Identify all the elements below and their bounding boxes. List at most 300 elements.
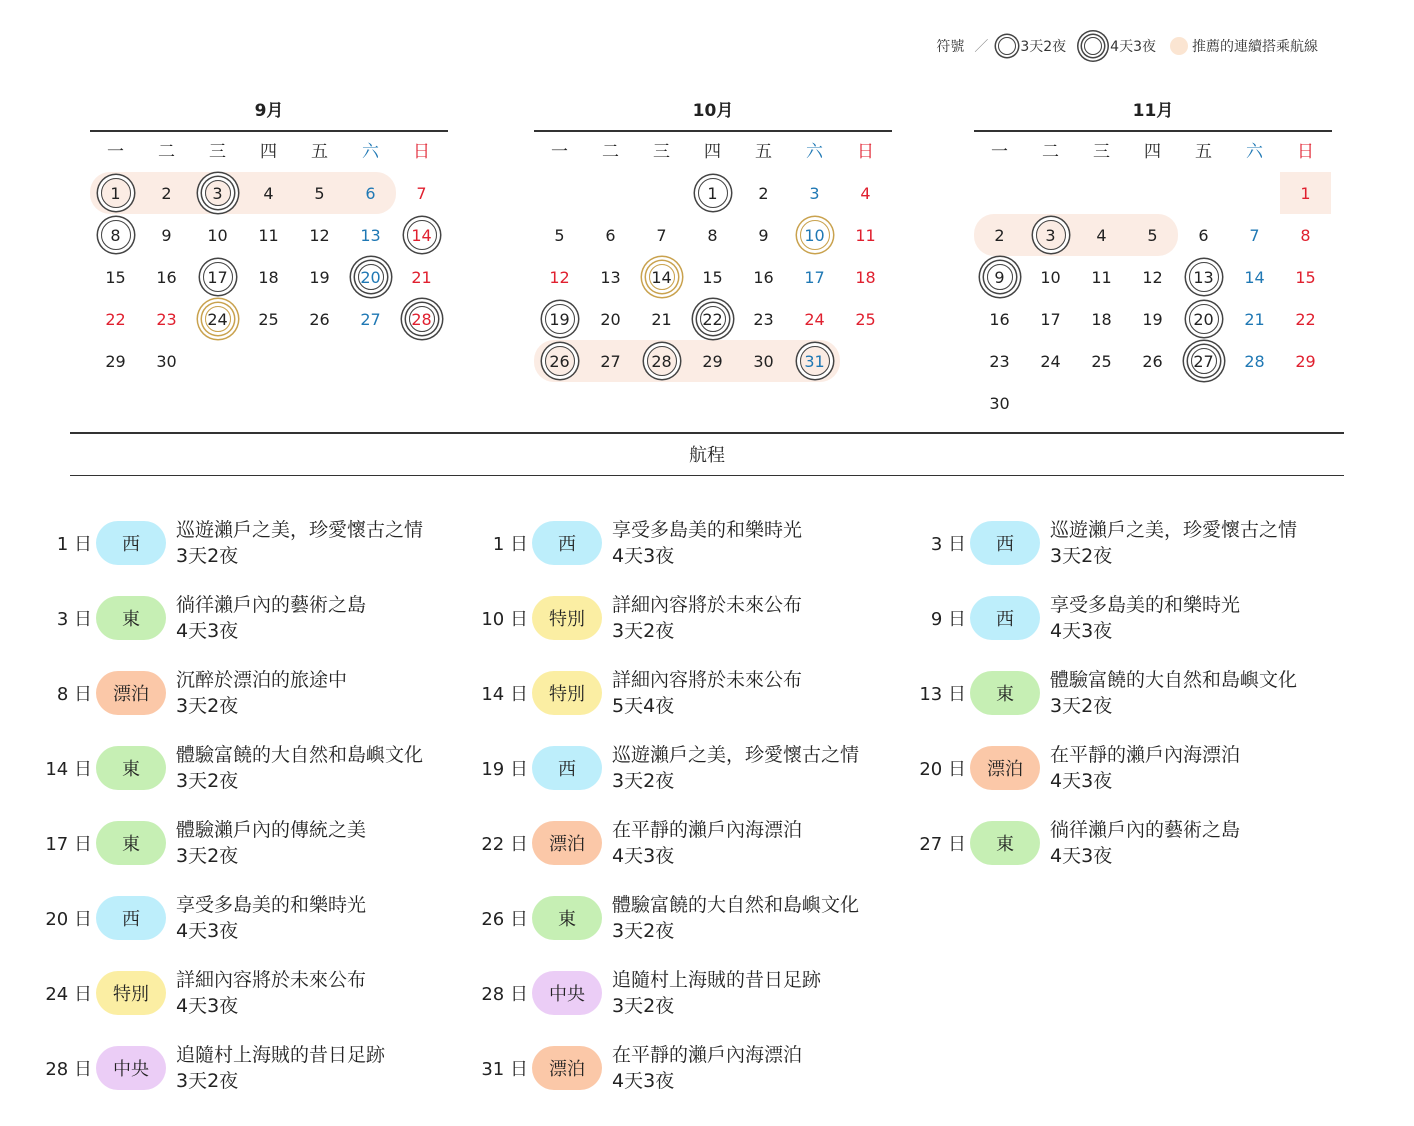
- date-number: 19: [309, 267, 330, 287]
- date-number: 22: [105, 309, 126, 329]
- itinerary-item[interactable]: [476, 1030, 896, 1105]
- route-tag: 西: [96, 896, 166, 940]
- sailing-date[interactable]: 28: [409, 306, 435, 332]
- itinerary-day: 17 日: [45, 833, 92, 855]
- sailing-date[interactable]: 3: [1036, 220, 1066, 250]
- day-cell: [1280, 214, 1331, 256]
- itinerary-text: [176, 967, 366, 1019]
- date-number: 26: [309, 309, 330, 329]
- day-cell: [294, 214, 345, 256]
- route-tag: 中央: [96, 1046, 166, 1090]
- day-cell: [243, 214, 294, 256]
- day-cell: [789, 172, 840, 214]
- day-cell: [192, 256, 243, 298]
- empty-cell: [1229, 172, 1280, 214]
- triple-ring-icon: [1084, 37, 1102, 55]
- weekday-header: 六: [1246, 142, 1263, 162]
- date-number: 11: [1091, 267, 1112, 287]
- date-number: 5: [314, 183, 325, 203]
- date-number: 20: [600, 309, 621, 329]
- itinerary-text: [612, 742, 859, 794]
- calendar-september: [90, 98, 448, 382]
- weekday-header: 六: [806, 142, 823, 162]
- legend-4d3n: [1080, 36, 1156, 56]
- day-cell: [1025, 298, 1076, 340]
- date-number: 8: [1300, 225, 1311, 245]
- day-cell: [396, 172, 447, 214]
- itinerary-item[interactable]: [40, 655, 460, 730]
- sailing-date[interactable]: 22: [700, 306, 726, 332]
- day-cell: [789, 214, 840, 256]
- itinerary-item[interactable]: [40, 955, 460, 1030]
- itinerary-item[interactable]: [476, 955, 896, 1030]
- date-number: 15: [105, 267, 126, 287]
- itinerary-title: 徜徉瀨戶內的藝術之島: [1050, 818, 1241, 841]
- itinerary-day: 22 日: [481, 833, 528, 855]
- empty-cell: [974, 172, 1025, 214]
- day-cell: [90, 340, 141, 382]
- day-cell: [738, 256, 789, 298]
- date-number: 25: [258, 309, 279, 329]
- date-number: 19: [1142, 309, 1163, 329]
- sailing-date[interactable]: 1: [101, 178, 131, 208]
- route-tag: 東: [96, 596, 166, 640]
- itinerary-item[interactable]: [914, 580, 1334, 655]
- itinerary-title: 沉醉於漂泊的旅途中: [176, 668, 348, 691]
- date-number: 7: [1249, 225, 1260, 245]
- day-cell: [141, 214, 192, 256]
- date-number: 12: [1142, 267, 1163, 287]
- date-number: 29: [702, 351, 723, 371]
- day-cell: [1127, 256, 1178, 298]
- itinerary-day: 10 日: [481, 608, 528, 630]
- day-cell: [1025, 214, 1076, 256]
- day-cell: [789, 340, 840, 382]
- date-number: 23: [753, 309, 774, 329]
- date-number: 3: [809, 183, 820, 203]
- itinerary-item[interactable]: [914, 730, 1334, 805]
- itinerary-text: [612, 892, 859, 944]
- weekday-header: 六: [362, 142, 379, 162]
- sailing-date[interactable]: 10: [800, 220, 830, 250]
- itinerary-duration: 4天3夜: [176, 919, 239, 942]
- sailing-date[interactable]: 14: [407, 220, 437, 250]
- legend-recommended-label: 推薦的連續搭乘航線: [1192, 39, 1318, 55]
- itinerary-october: [476, 505, 896, 1105]
- empty-cell: [1127, 172, 1178, 214]
- day-cell: [840, 298, 891, 340]
- date-number: 16: [989, 309, 1010, 329]
- day-cell: [636, 256, 687, 298]
- itinerary-item[interactable]: [914, 655, 1334, 730]
- date-number: 21: [651, 309, 672, 329]
- day-cell: [1076, 214, 1127, 256]
- sailing-date[interactable]: 20: [358, 264, 384, 290]
- itinerary-item[interactable]: [476, 880, 896, 955]
- date-number: 24: [804, 309, 825, 329]
- date-number: 17: [804, 267, 825, 287]
- itinerary-item[interactable]: [476, 730, 896, 805]
- date-number: 12: [309, 225, 330, 245]
- day-cell: [294, 172, 345, 214]
- itinerary-title: 享受多島美的和樂時光: [1050, 593, 1241, 616]
- empty-cell: [1025, 172, 1076, 214]
- day-cell: [1127, 298, 1178, 340]
- itinerary-title: 在平靜的瀨戶內海漂泊: [612, 818, 803, 841]
- weekday-header: 一: [551, 142, 568, 162]
- weekday-header: 五: [311, 142, 328, 162]
- itinerary-text: [176, 592, 366, 644]
- legend-3d2n: [998, 36, 1066, 56]
- day-cell: [974, 382, 1025, 424]
- itinerary-day: 26 日: [481, 908, 528, 930]
- day-cell: [141, 298, 192, 340]
- route-tag: 漂泊: [532, 1046, 602, 1090]
- itinerary-title: 巡遊瀨戶之美，珍愛懷古之情: [176, 518, 424, 541]
- legend-recommended: [1170, 36, 1318, 56]
- sailing-date[interactable]: 3: [205, 180, 231, 206]
- itinerary-text: [1050, 742, 1240, 794]
- itinerary-text: [612, 817, 802, 869]
- month-title: 9月: [254, 101, 284, 121]
- day-cell: [636, 214, 687, 256]
- day-cell: [585, 214, 636, 256]
- date-number: 26: [1142, 351, 1163, 371]
- day-cell: [243, 256, 294, 298]
- date-number: 18: [258, 267, 279, 287]
- date-number: 11: [855, 225, 876, 245]
- date-number: 2: [758, 183, 769, 203]
- route-tag: 特別: [96, 971, 166, 1015]
- day-cell: [840, 172, 891, 214]
- weekday-header: 一: [107, 142, 124, 162]
- day-cell: [141, 340, 192, 382]
- date-number: 10: [207, 225, 228, 245]
- day-cell: [636, 298, 687, 340]
- day-cell: [974, 214, 1025, 256]
- calendar-november: [974, 98, 1332, 424]
- date-number: 29: [105, 351, 126, 371]
- itinerary-day: 31 日: [481, 1058, 528, 1080]
- itinerary-duration: 5天4夜: [612, 694, 675, 717]
- day-cell: [192, 172, 243, 214]
- itinerary-title: 徜徉瀨戶內的藝術之島: [176, 593, 367, 616]
- day-cell: [1229, 340, 1280, 382]
- itinerary-day: 27 日: [919, 833, 966, 855]
- legend-slash: ／: [974, 39, 989, 55]
- date-number: 8: [707, 225, 718, 245]
- date-number: 28: [1244, 351, 1265, 371]
- day-cell: [585, 298, 636, 340]
- itinerary-day: 24 日: [45, 983, 92, 1005]
- itinerary-duration: 4天3夜: [176, 994, 239, 1017]
- route-tag: 中央: [532, 971, 602, 1015]
- sailing-date[interactable]: 14: [649, 264, 675, 290]
- itinerary-duration: 3天2夜: [176, 769, 239, 792]
- itinerary-item[interactable]: [476, 655, 896, 730]
- weekday-header: 三: [209, 142, 226, 162]
- date-number: 16: [156, 267, 177, 287]
- itinerary-duration: 3天2夜: [176, 694, 239, 717]
- route-tag: 特別: [532, 671, 602, 715]
- date-number: 7: [416, 183, 427, 203]
- sailing-date[interactable]: 13: [1189, 262, 1219, 292]
- itinerary-title: 享受多島美的和樂時光: [176, 893, 367, 916]
- sailing-date[interactable]: 28: [647, 346, 677, 376]
- itinerary-text: [612, 592, 802, 644]
- itinerary-text: [612, 517, 802, 569]
- itinerary-item[interactable]: [40, 580, 460, 655]
- empty-cell: [585, 172, 636, 214]
- itinerary-text: [1050, 592, 1240, 644]
- day-cell: [789, 256, 840, 298]
- itinerary-item[interactable]: [914, 505, 1334, 580]
- itinerary-text: [176, 742, 423, 794]
- itinerary-duration: 3天2夜: [176, 1069, 239, 1092]
- day-cell: [243, 298, 294, 340]
- itinerary-title: 追隨村上海賊的昔日足跡: [176, 1043, 386, 1066]
- date-number: 4: [860, 183, 871, 203]
- route-tag: 東: [970, 821, 1040, 865]
- day-cell: [534, 298, 585, 340]
- day-cell: [974, 340, 1025, 382]
- day-cell: [1025, 340, 1076, 382]
- itinerary-item[interactable]: [476, 580, 896, 655]
- day-cell: [1127, 214, 1178, 256]
- itinerary-day: 14 日: [45, 758, 92, 780]
- itinerary-title: 詳細內容將於未來公布: [612, 593, 803, 616]
- month-grid: [974, 132, 1332, 424]
- day-cell: [243, 172, 294, 214]
- itinerary-duration: 3天2夜: [176, 844, 239, 867]
- route-tag: 特別: [532, 596, 602, 640]
- itinerary-day: 14 日: [481, 683, 528, 705]
- day-cell: [534, 340, 585, 382]
- weekday-header: 四: [1144, 142, 1161, 162]
- route-tag: 東: [532, 896, 602, 940]
- route-tag: 東: [970, 671, 1040, 715]
- date-number: 18: [855, 267, 876, 287]
- itinerary-november: [914, 505, 1334, 880]
- day-cell: [636, 340, 687, 382]
- day-cell: [738, 340, 789, 382]
- empty-cell: [636, 172, 687, 214]
- itinerary-text: [176, 517, 423, 569]
- day-cell: [1229, 256, 1280, 298]
- date-number: 17: [1040, 309, 1061, 329]
- weekday-header: 五: [1195, 142, 1212, 162]
- itinerary-duration: 4天3夜: [612, 1069, 675, 1092]
- itinerary-duration: 4天3夜: [176, 619, 239, 642]
- date-number: 15: [702, 267, 723, 287]
- date-number: 6: [605, 225, 616, 245]
- date-number: 6: [365, 183, 376, 203]
- itinerary-text: [176, 817, 366, 869]
- double-ring-icon: [998, 37, 1016, 55]
- day-cell: [1178, 298, 1229, 340]
- day-cell: [534, 256, 585, 298]
- itinerary-title: 巡遊瀨戶之美，珍愛懷古之情: [612, 743, 860, 766]
- route-tag: 漂泊: [96, 671, 166, 715]
- sailing-date[interactable]: 20: [1189, 304, 1219, 334]
- date-number: 7: [656, 225, 667, 245]
- route-tag: 東: [96, 821, 166, 865]
- date-number: 18: [1091, 309, 1112, 329]
- section-divider-bottom: [70, 475, 1344, 476]
- date-number: 4: [263, 183, 274, 203]
- itinerary-duration: 4天3夜: [612, 544, 675, 567]
- date-number: 16: [753, 267, 774, 287]
- day-cell: [396, 256, 447, 298]
- itinerary-duration: 3天2夜: [612, 919, 675, 942]
- date-number: 23: [989, 351, 1010, 371]
- itinerary-item[interactable]: [40, 505, 460, 580]
- itinerary-item[interactable]: [40, 805, 460, 880]
- itinerary-duration: 4天3夜: [1050, 619, 1113, 642]
- weekday-header: 一: [991, 142, 1008, 162]
- itinerary-day: 1 日: [492, 533, 528, 555]
- date-number: 29: [1295, 351, 1316, 371]
- day-cell: [192, 298, 243, 340]
- day-cell: [789, 298, 840, 340]
- empty-cell: [1178, 172, 1229, 214]
- itinerary-day: 20 日: [45, 908, 92, 930]
- day-cell: [687, 172, 738, 214]
- day-cell: [738, 172, 789, 214]
- sailing-date[interactable]: 26: [545, 346, 575, 376]
- day-cell: [345, 172, 396, 214]
- itinerary-text: [1050, 667, 1297, 719]
- day-cell: [974, 256, 1025, 298]
- day-cell: [1229, 214, 1280, 256]
- date-number: 2: [161, 183, 172, 203]
- itinerary-duration: 4天3夜: [612, 844, 675, 867]
- itinerary-duration: 3天2夜: [1050, 544, 1113, 567]
- empty-cell: [1076, 172, 1127, 214]
- day-cell: [1280, 340, 1331, 382]
- itinerary-text: [612, 667, 802, 719]
- day-cell: [687, 298, 738, 340]
- itinerary-day: 20 日: [919, 758, 966, 780]
- itinerary-duration: 4天3夜: [1050, 769, 1113, 792]
- day-cell: [345, 298, 396, 340]
- sailing-date[interactable]: 31: [800, 346, 830, 376]
- sailing-date[interactable]: 17: [203, 262, 233, 292]
- itinerary-duration: 3天2夜: [612, 994, 675, 1017]
- itinerary-text: [1050, 517, 1297, 569]
- day-cell: [1280, 298, 1331, 340]
- sailing-date[interactable]: 8: [101, 220, 131, 250]
- day-cell: [687, 340, 738, 382]
- itinerary-item[interactable]: [40, 730, 460, 805]
- sailing-date[interactable]: 27: [1191, 348, 1217, 374]
- day-cell: [1076, 298, 1127, 340]
- day-cell: [192, 214, 243, 256]
- date-number: 23: [156, 309, 177, 329]
- legend-3d2n-label: 3天2夜: [1020, 39, 1067, 55]
- route-tag: 漂泊: [532, 821, 602, 865]
- weekday-header: 二: [158, 142, 175, 162]
- day-cell: [1076, 340, 1127, 382]
- itinerary-item[interactable]: [40, 1030, 460, 1105]
- itinerary-title: 體驗富饒的大自然和島嶼文化: [612, 893, 860, 916]
- itinerary-text: [176, 1042, 385, 1094]
- weekday-header: 日: [413, 142, 430, 162]
- itinerary-title: 詳細內容將於未來公布: [612, 668, 803, 691]
- itinerary-day: 8 日: [56, 683, 92, 705]
- date-number: 25: [855, 309, 876, 329]
- day-cell: [738, 214, 789, 256]
- day-cell: [1178, 214, 1229, 256]
- day-cell: [396, 298, 447, 340]
- itinerary-item[interactable]: [476, 805, 896, 880]
- day-cell: [840, 256, 891, 298]
- date-number: 30: [753, 351, 774, 371]
- day-cell: [1127, 340, 1178, 382]
- route-tag: 西: [96, 521, 166, 565]
- itinerary-september: [40, 505, 460, 1105]
- itinerary-item[interactable]: [914, 805, 1334, 880]
- sailing-date[interactable]: 24: [205, 306, 231, 332]
- itinerary-day: 3 日: [930, 533, 966, 555]
- date-number: 5: [1147, 225, 1158, 245]
- day-cell: [90, 214, 141, 256]
- day-cell: [1178, 256, 1229, 298]
- date-number: 9: [758, 225, 769, 245]
- day-cell: [840, 214, 891, 256]
- route-tag: 漂泊: [970, 746, 1040, 790]
- legend-label: 符號: [936, 39, 965, 55]
- itinerary-title: 體驗瀨戶內的傳統之美: [176, 818, 367, 841]
- itinerary-duration: 3天2夜: [612, 769, 675, 792]
- weekday-header: 三: [653, 142, 670, 162]
- day-cell: [534, 214, 585, 256]
- date-number: 13: [600, 267, 621, 287]
- itinerary-item[interactable]: [40, 880, 460, 955]
- day-cell: [396, 214, 447, 256]
- date-number: 30: [989, 393, 1010, 413]
- itinerary-item[interactable]: [476, 505, 896, 580]
- day-cell: [141, 172, 192, 214]
- day-cell: [345, 256, 396, 298]
- sailing-date[interactable]: 19: [545, 304, 575, 334]
- itinerary-title: 詳細內容將於未來公布: [176, 968, 367, 991]
- date-number: 15: [1295, 267, 1316, 287]
- itinerary-duration: 3天2夜: [612, 619, 675, 642]
- itinerary-text: [176, 892, 366, 944]
- day-cell: [585, 340, 636, 382]
- day-cell: [1280, 172, 1331, 214]
- weekday-header: 三: [1093, 142, 1110, 162]
- itinerary-text: [612, 967, 821, 1019]
- route-tag: 西: [970, 596, 1040, 640]
- sailing-date[interactable]: 1: [698, 178, 728, 208]
- itinerary-text: [612, 1042, 802, 1094]
- legend: [936, 36, 1326, 56]
- itinerary-title: 享受多島美的和樂時光: [612, 518, 803, 541]
- route-tag: 東: [96, 746, 166, 790]
- day-cell: [345, 214, 396, 256]
- itinerary-duration: 3天2夜: [1050, 694, 1113, 717]
- itinerary-text: [176, 667, 347, 719]
- month-grid: [90, 132, 448, 382]
- day-cell: [1280, 256, 1331, 298]
- sailing-date[interactable]: 9: [987, 264, 1013, 290]
- itinerary-title: 體驗富饒的大自然和島嶼文化: [176, 743, 424, 766]
- itinerary-title: 體驗富饒的大自然和島嶼文化: [1050, 668, 1298, 691]
- date-number: 25: [1091, 351, 1112, 371]
- day-cell: [141, 256, 192, 298]
